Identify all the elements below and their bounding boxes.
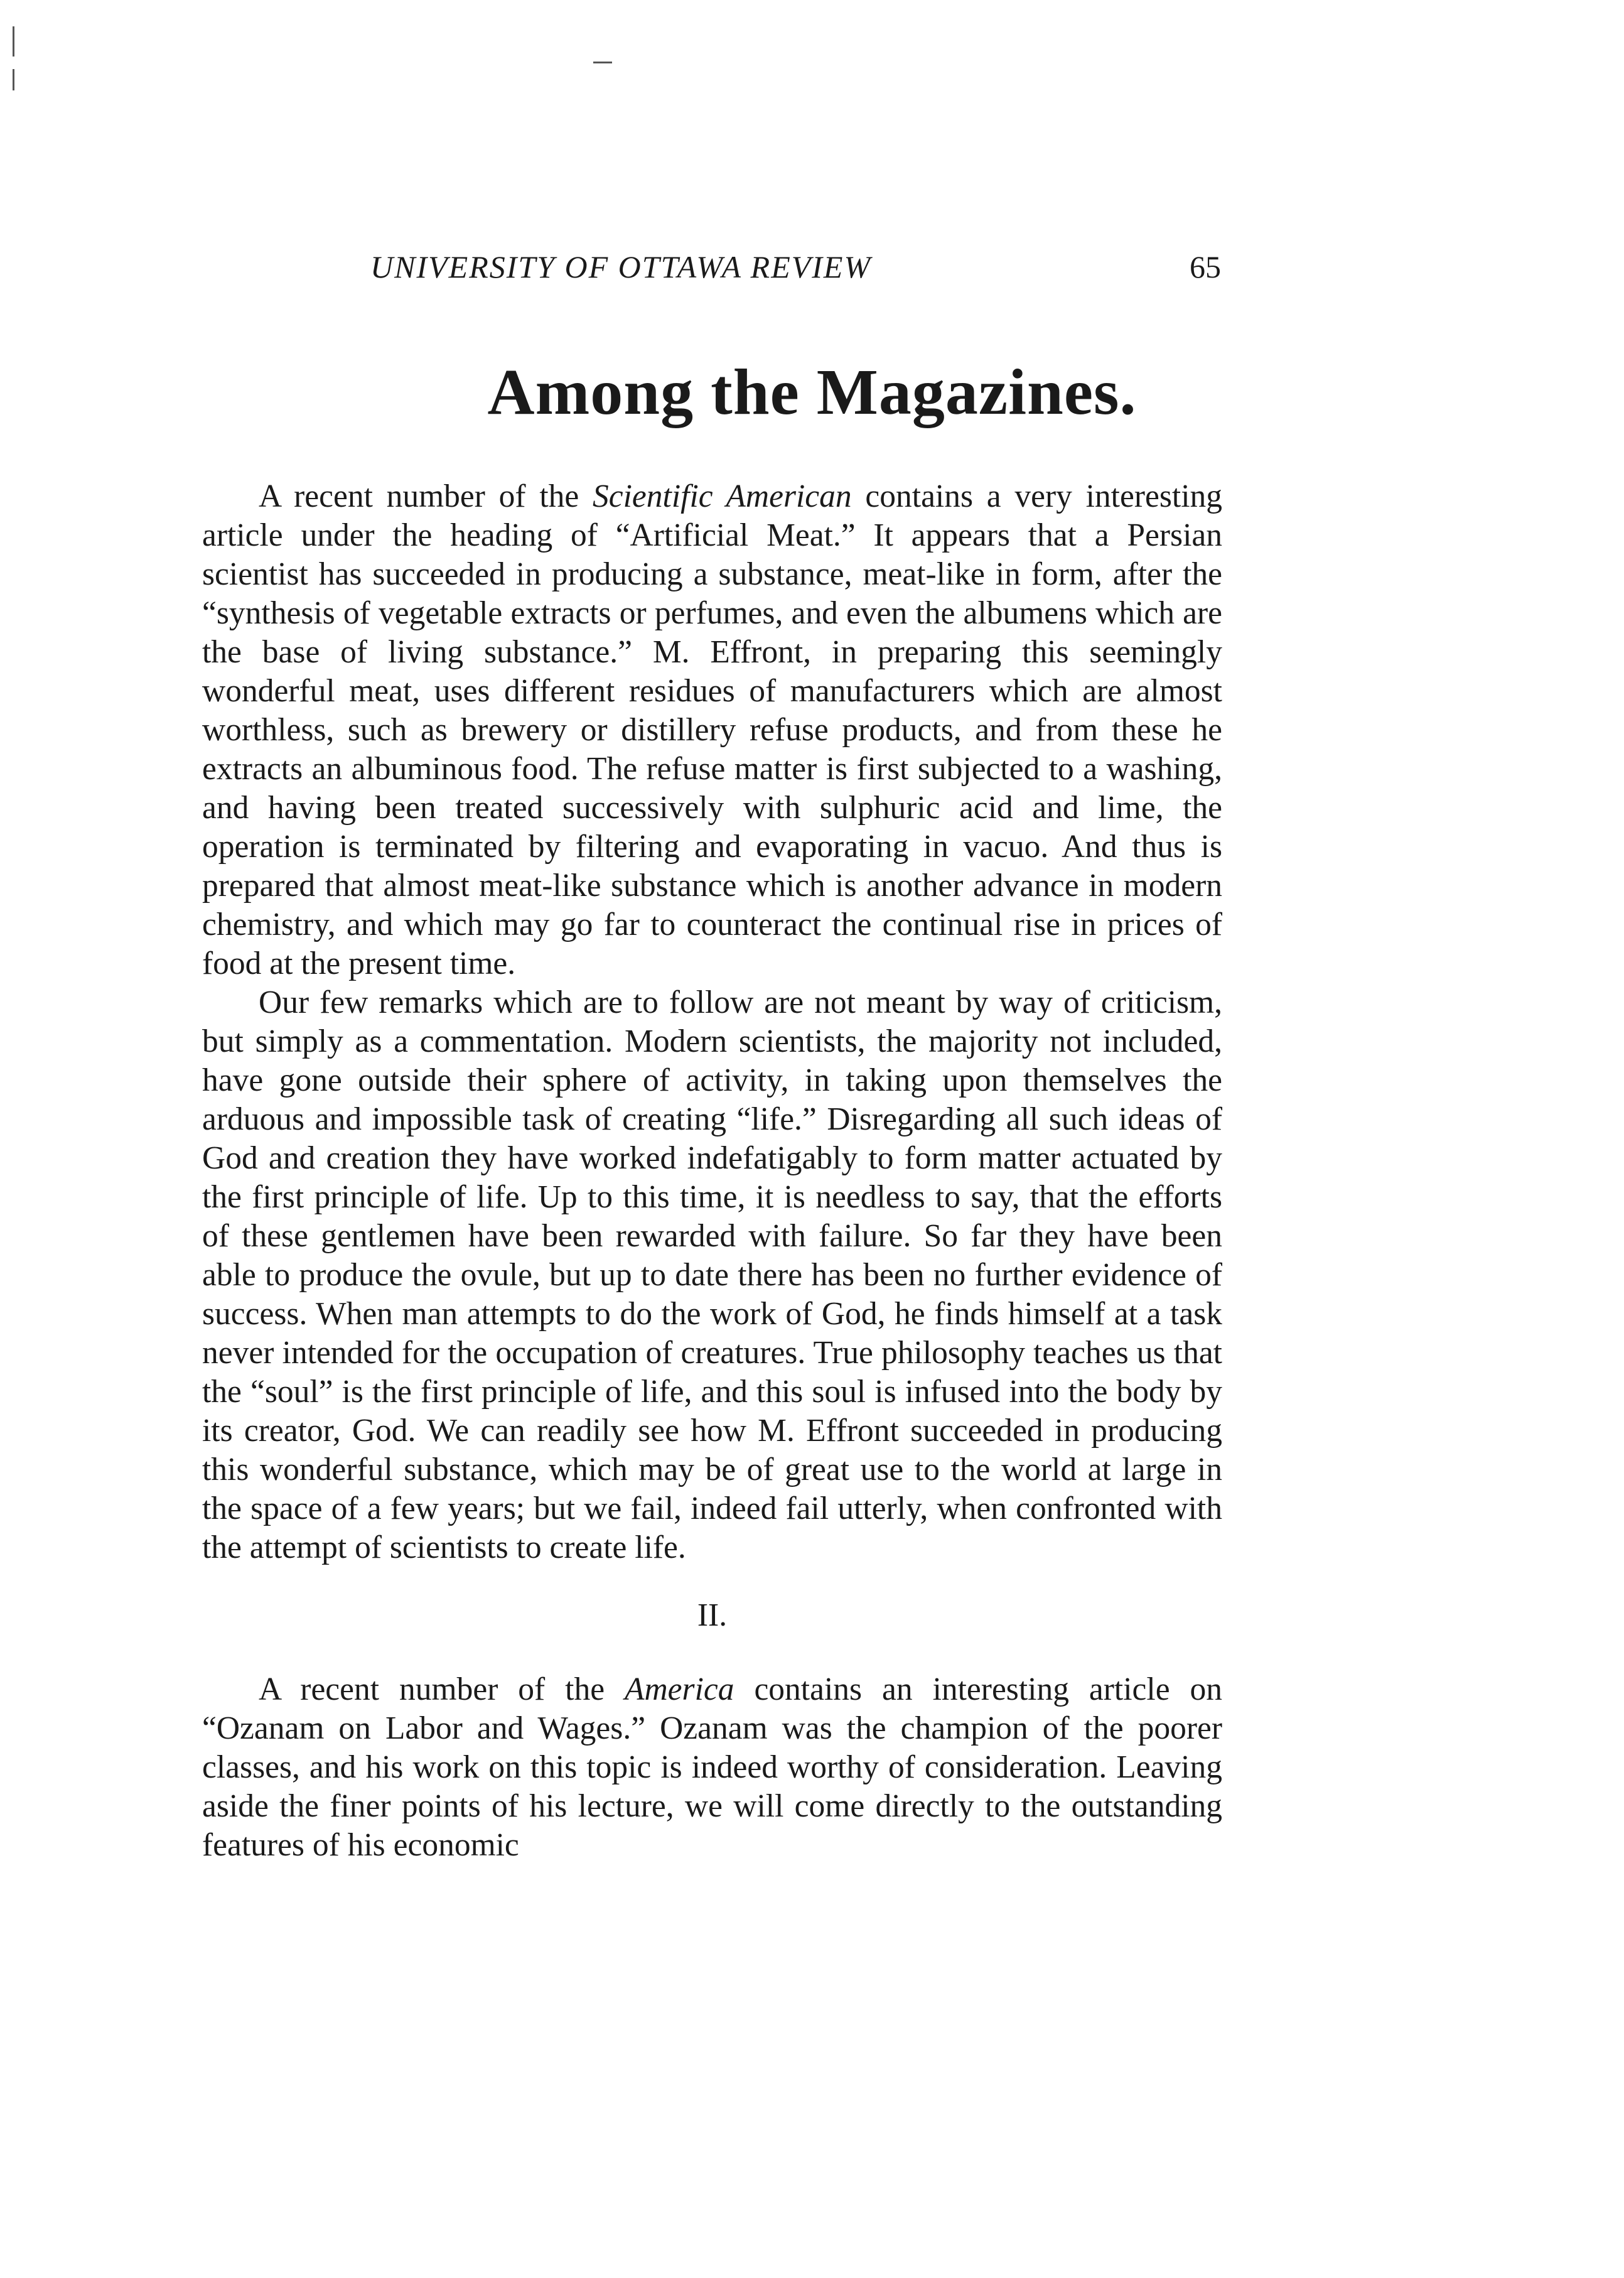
- scan-mark: [13, 26, 14, 57]
- running-head: [370, 248, 1221, 286]
- paragraph-text: contains an interesting article on “Ozanam on Labor and Wages.” Ozanam was the champion of the poorer classes, and his work on this topic is indeed worthy of consideration. Leaving aside the finer points of his lecture, we will come directly to the outstanding features of his economic: [202, 1671, 1223, 1863]
- journal-title: UNIVERSITY OF OTTAWA REVIEW: [370, 249, 872, 284]
- magazine-title: America: [625, 1671, 734, 1707]
- scan-mark: [593, 62, 612, 63]
- article-body: [202, 477, 1222, 1865]
- paragraph: [202, 477, 1222, 983]
- page-number: 65: [1190, 249, 1221, 284]
- section-numeral: II.: [697, 1597, 728, 1633]
- paragraph-intro: A recent number of the: [259, 478, 579, 514]
- paragraph: Our few remarks which are to follow are not meant by way of criticism, but simply as a commentation. Modern scientists, the majority not included, have gone outside their sphere of activity, in taking upon themselves the arduous and impossible task of creating “life.” Disregarding all such ideas of God and creation they have worked indefatigably to form matter actuated by the first principle of life. Up to this time, it is needless to say, that the efforts of these gentlemen have been rewarded with failure. So far they have been able to produce the ovule, but up to date there has been no further evidence of success. When man attempts to do the work of God, he finds himself at a task never intended for the occupation of creatures. True philosophy teaches us that the “soul” is the first principle of life, and this soul is infused into the body by its creator, God. We can readily see how M. Effront succeeded in producing this wonderful substance, which may be of great use to the world at large in the space of a few years; but we fail, indeed fail utterly, when confronted with the attempt of scientists to create life.: [202, 985, 1222, 1565]
- section-title: Among the Magazines.: [487, 356, 1137, 428]
- magazine-title: Scientific American: [593, 478, 852, 514]
- paragraph-intro: A recent number of the: [259, 1671, 605, 1707]
- paragraph: [202, 1670, 1222, 1865]
- paragraph-text: contains a very interesting article under the heading of “Artificial Meat.” It appears that a Persian scientist has succeeded in producing a substance, meat-like in form, after the “synthesis of vegetable extracts or perfumes, and even the albumens which are the base of living substance.” M. Effront, in preparing this seemingly wonderful meat, uses different residues of manufacturers which are almost worthless, such as brewery or distillery refuse products, and from these he extracts an albuminous food. The refuse matter is first subjected to a washing, and having been treated successively with sulphuric acid and lime, the operation is terminated by filtering and evaporating in vacuo. And thus is prepared that almost meat-like substance which is another advance in modern chemistry, and which may go far to counteract the continual rise in prices of food at the present time.: [202, 478, 1223, 981]
- scan-mark: [13, 69, 14, 90]
